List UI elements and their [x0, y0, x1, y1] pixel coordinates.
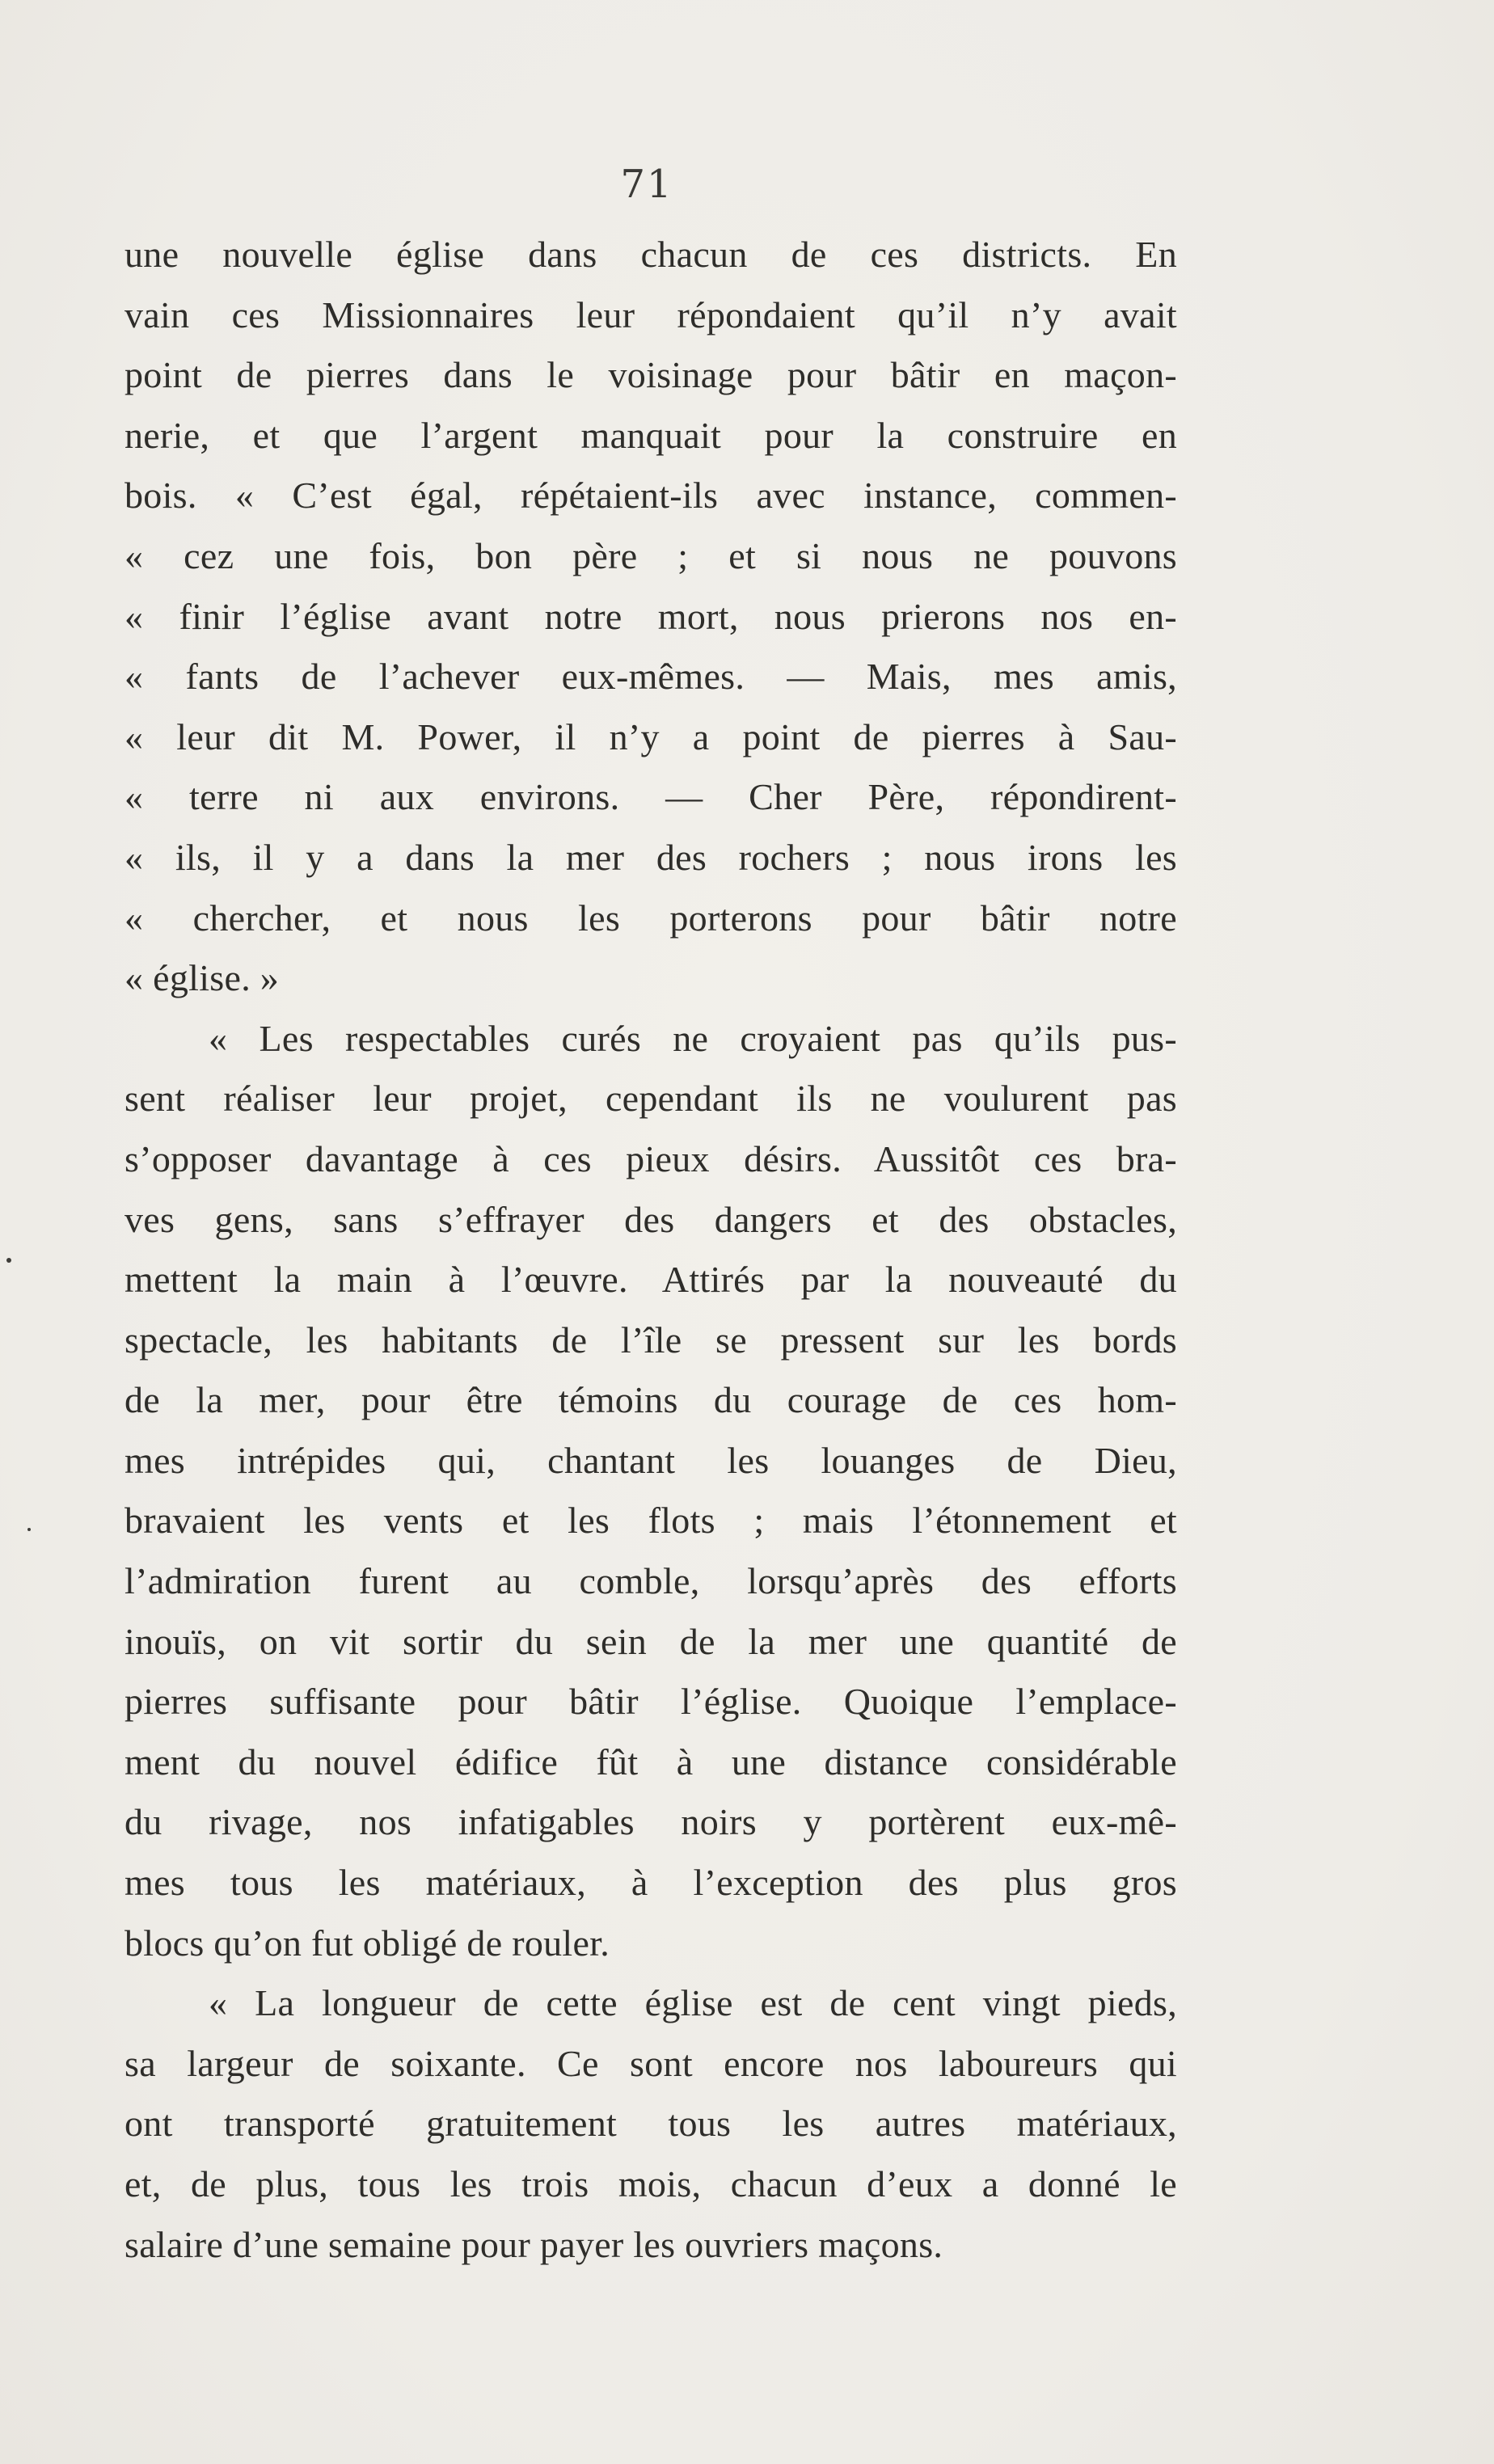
body-text	[124, 225, 1177, 2275]
text-line: inouïs, on vit sortir du sein de la mer une quantité de	[124, 1620, 1177, 1662]
text-line: bois. « C’est égal, répétaient-ils avec instance, commen-	[124, 475, 1177, 517]
paper-speck	[27, 1528, 31, 1531]
text-line: blocs qu’on fut obligé de rouler.	[124, 1922, 610, 1964]
text-line: sa largeur de soixante. Ce sont encore nos laboureurs qui	[124, 2042, 1177, 2084]
text-line: « chercher, et nous les porterons pour bâtir notre	[124, 897, 1177, 939]
text-line: « terre ni aux environs. — Cher Père, répondirent-	[124, 776, 1177, 818]
text-line: « fants de l’achever eux-mêmes. — Mais, mes amis,	[124, 656, 1177, 698]
paragraph-start-line: « Les respectables curés ne croyaient pas qu’ils pus-	[209, 1017, 1177, 1059]
page-number: 71	[620, 162, 673, 207]
text-line: une nouvelle église dans chacun de ces districts. En	[124, 234, 1177, 275]
text-line: salaire d’une semaine pour payer les ouvriers maçons.	[124, 2223, 943, 2265]
text-line: vain ces Missionnaires leur répondaient qu’il n’y avait	[124, 293, 1177, 335]
text-line: mes tous les matériaux, à l’exception des plus gros	[124, 1862, 1177, 1904]
paragraph-start-line: « La longueur de cette église est de cent vingt pieds,	[209, 1982, 1177, 2024]
text-line: sent réaliser leur projet, cependant ils ne voulurent pas	[124, 1078, 1177, 1120]
text-line: et, de plus, tous les trois mois, chacun d’eux a donné le	[124, 2163, 1177, 2205]
text-line: spectacle, les habitants de l’île se pressent sur les bords	[124, 1318, 1177, 1361]
text-line: l’admiration furent au comble, lorsqu’après des efforts	[124, 1560, 1177, 1602]
text-line: nerie, et que l’argent manquait pour la construire en	[124, 414, 1177, 456]
text-line: ont transporté gratuitement tous les autres matériaux,	[124, 2103, 1177, 2145]
paper-speck	[6, 1258, 11, 1263]
text-line: « leur dit M. Power, il n’y a point de pierres à Sau-	[124, 715, 1177, 757]
text-line: bravaient les vents et les flots ; mais l’étonnement et	[124, 1500, 1177, 1542]
text-line: « église. »	[124, 957, 280, 999]
text-line: « finir l’église avant notre mort, nous prierons nos en-	[124, 595, 1177, 637]
text-line: « ils, il y a dans la mer des rochers ; nous irons les	[124, 836, 1177, 878]
text-line: point de pierres dans le voisinage pour bâtir en maçon-	[124, 354, 1177, 396]
text-line: « cez une fois, bon père ; et si nous ne pouvons	[124, 534, 1177, 576]
text-line: du rivage, nos infatigables noirs y portèrent eux-mê-	[124, 1801, 1177, 1843]
text-line: mes intrépides qui, chantant les louanges de Dieu,	[124, 1439, 1177, 1481]
text-line: de la mer, pour être témoins du courage de ces hom-	[124, 1379, 1177, 1421]
text-line: mettent la main à l’œuvre. Attirés par la nouveauté du	[124, 1259, 1177, 1301]
text-line: pierres suffisante pour bâtir l’église. Quoique l’emplace-	[124, 1681, 1177, 1723]
text-line: ves gens, sans s’effrayer des dangers et des obstacles,	[124, 1198, 1177, 1240]
text-line: ment du nouvel édifice fût à une distance considérable	[124, 1740, 1177, 1783]
text-line: s’opposer davantage à ces pieux désirs. Aussitôt ces bra-	[124, 1137, 1177, 1179]
